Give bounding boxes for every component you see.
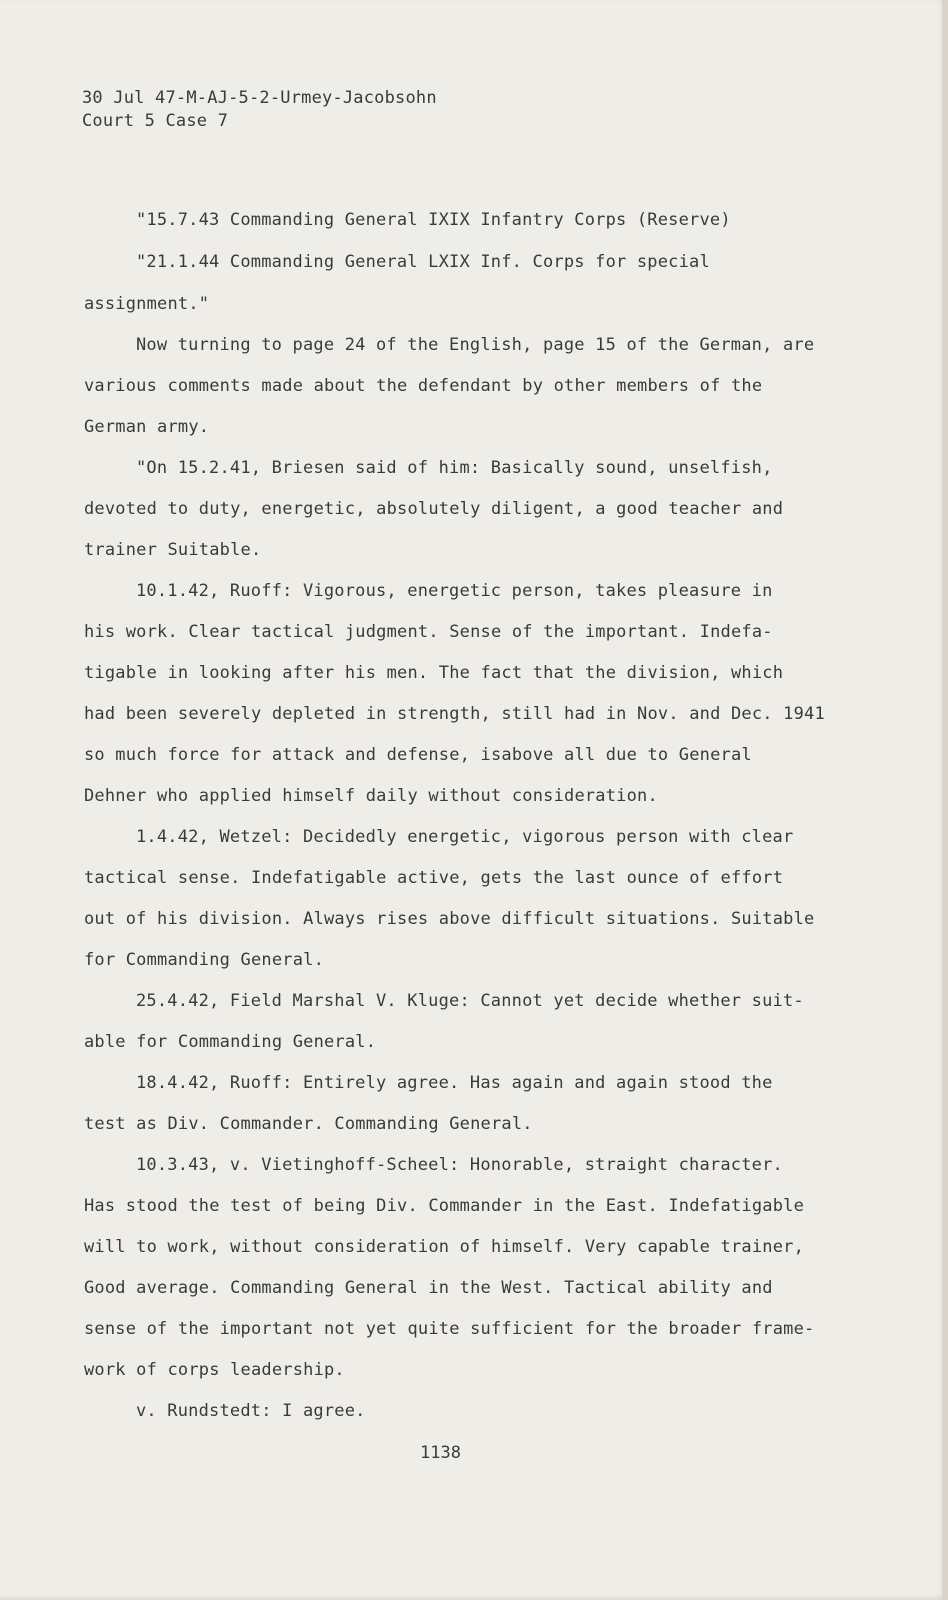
body-line: assignment." xyxy=(84,294,210,314)
body-line: will to work, without consideration of himself. Very capable trainer, xyxy=(84,1237,805,1257)
body-line: "21.1.44 Commanding General LXIX Inf. Corps for special xyxy=(136,252,710,272)
body-line: so much force for attack and defense, isabove all due to General xyxy=(84,745,752,765)
body-line: Has stood the test of being Div. Commander in the East. Indefatigable xyxy=(84,1196,805,1216)
page-edge xyxy=(942,0,948,1600)
body-line: his work. Clear tactical judgment. Sense of the important. Indefa- xyxy=(84,622,773,642)
body-line: 1.4.42, Wetzel: Decidedly energetic, vigorous person with clear xyxy=(136,827,794,847)
body-line: various comments made about the defendant by other members of the xyxy=(84,376,763,396)
body-line: Now turning to page 24 of the English, page 15 of the German, are xyxy=(136,335,815,355)
header-line-1: 30 Jul 47-M-AJ-5-2-Urmey-Jacobsohn xyxy=(82,88,437,108)
body-line: Good average. Commanding General in the West. Tactical ability and xyxy=(84,1278,773,1298)
body-line: out of his division. Always rises above difficult situations. Suitable xyxy=(84,909,815,929)
header-line-2: Court 5 Case 7 xyxy=(82,111,229,131)
body-line: tactical sense. Indefatigable active, gets the last ounce of effort xyxy=(84,868,784,888)
body-line: v. Rundstedt: I agree. xyxy=(136,1401,366,1421)
body-line: "15.7.43 Commanding General IXIX Infantry Corps (Reserve) xyxy=(136,210,731,230)
body-line: Dehner who applied himself daily without consideration. xyxy=(84,786,658,806)
body-line: 18.4.42, Ruoff: Entirely agree. Has again and again stood the xyxy=(136,1073,773,1093)
body-line: for Commanding General. xyxy=(84,950,325,970)
body-line: 10.1.42, Ruoff: Vigorous, energetic person, takes pleasure in xyxy=(136,581,773,601)
body-line: devoted to duty, energetic, absolutely diligent, a good teacher and xyxy=(84,499,784,519)
body-line: 25.4.42, Field Marshal V. Kluge: Cannot yet decide whether suit- xyxy=(136,991,804,1011)
page-number: 1138 xyxy=(420,1443,461,1463)
body-line: tigable in looking after his men. The fact that the division, which xyxy=(84,663,784,683)
body-line: test as Div. Commander. Commanding General. xyxy=(84,1114,533,1134)
body-line: "On 15.2.41, Briesen said of him: Basically sound, unselfish, xyxy=(136,458,773,478)
body-line: trainer Suitable. xyxy=(84,540,262,560)
body-line: able for Commanding General. xyxy=(84,1032,377,1052)
body-line: sense of the important not yet quite sufficient for the broader frame- xyxy=(84,1319,815,1339)
body-line: German army. xyxy=(84,417,210,437)
body-line: 10.3.43, v. Vietinghoff-Scheel: Honorable, straight character. xyxy=(136,1155,783,1175)
body-line: had been severely depleted in strength, still had in Nov. and Dec. 1941 xyxy=(84,704,825,724)
body-line: work of corps leadership. xyxy=(84,1360,345,1380)
